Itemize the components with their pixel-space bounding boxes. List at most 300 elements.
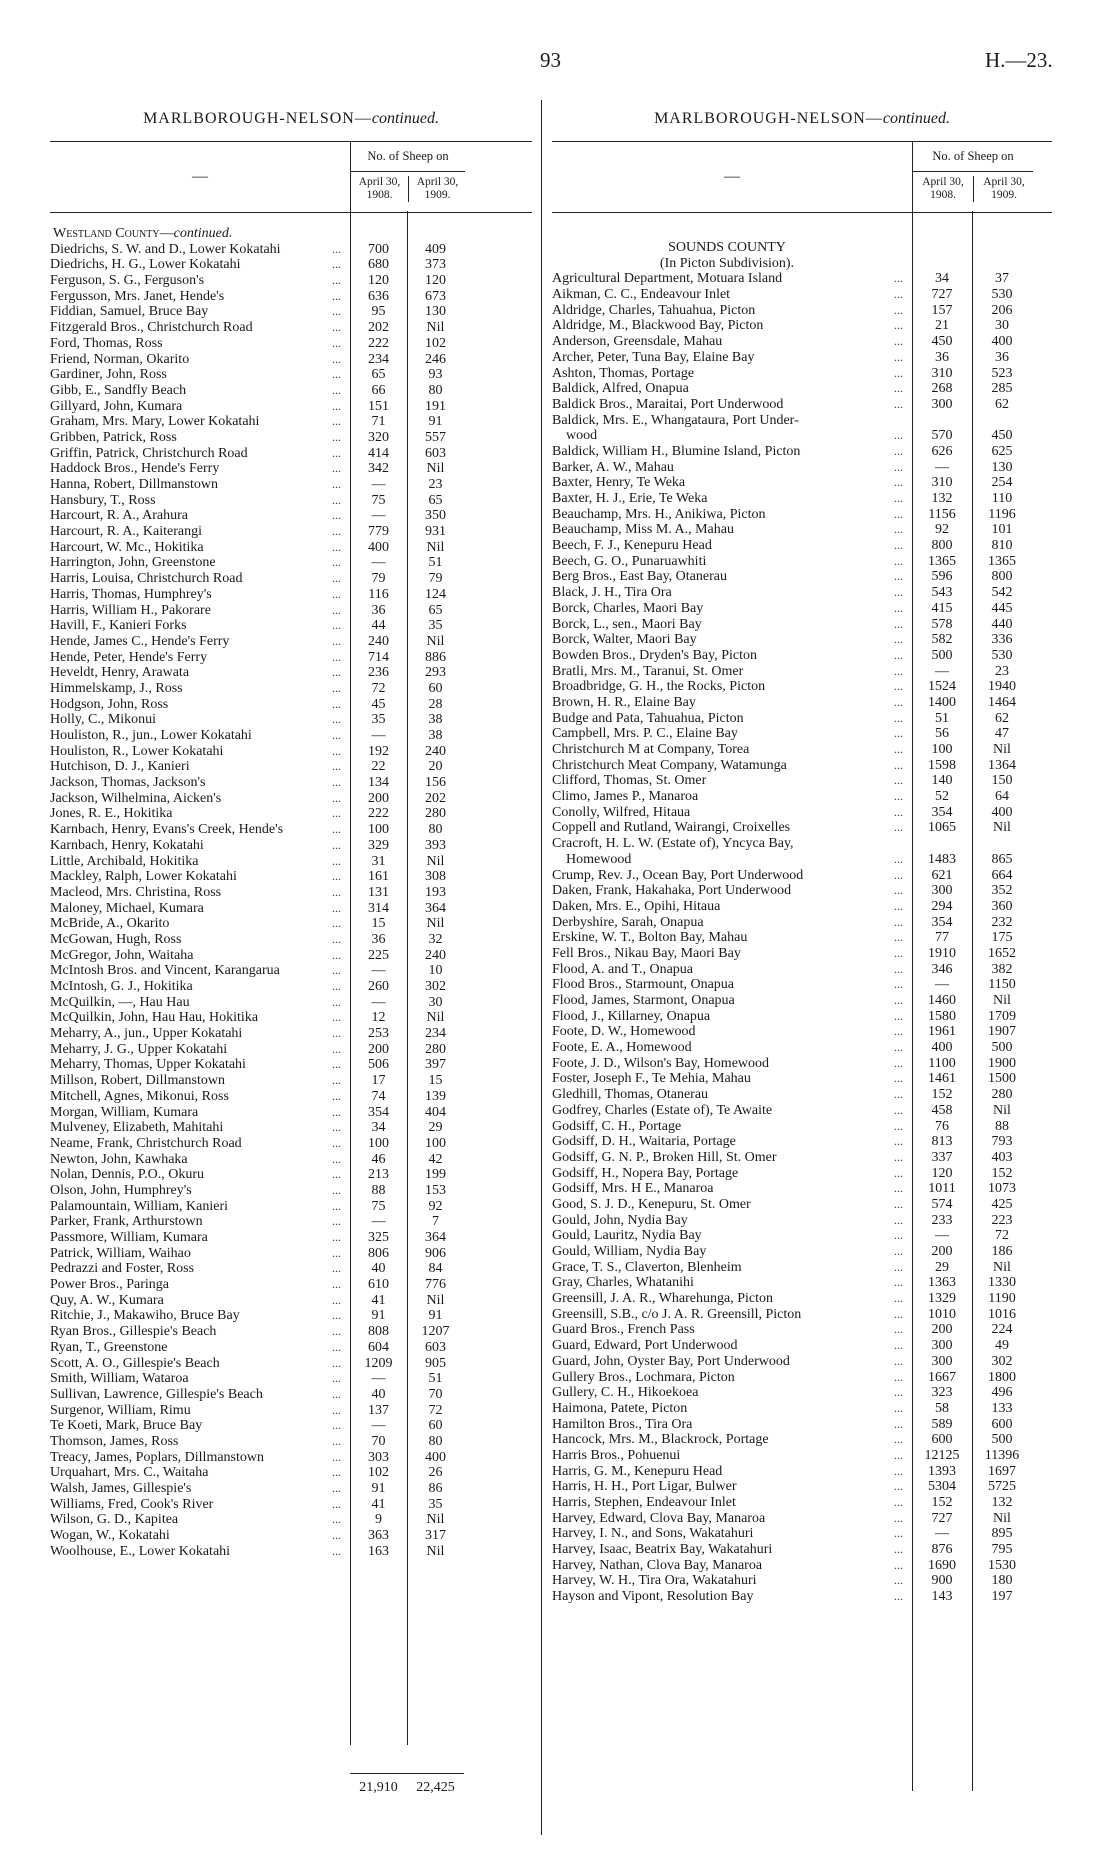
right-section-subtitle: (In Picton Subdivision). <box>659 255 795 271</box>
table-row <box>552 711 1052 727</box>
owner-name: Guard, John, Oyster Bay, Port Underwood <box>552 1353 790 1369</box>
sheep-1908-cell: 400 <box>931 1040 953 1056</box>
sheep-1908-cell: 225 <box>368 947 389 963</box>
table-row <box>50 1481 532 1497</box>
sheep-1908-cell: 1690 <box>928 1557 956 1573</box>
table-row <box>50 791 532 807</box>
table-row <box>552 491 1052 507</box>
sheep-1909-cell: 234 <box>425 1026 446 1042</box>
sheep-1909-cell: 102 <box>425 335 446 351</box>
leader-dots: ... <box>332 539 341 554</box>
leader-dots: ... <box>894 1573 903 1588</box>
sheep-1908-cell: 1961 <box>928 1024 956 1040</box>
owner-name: Scott, A. O., Gillespie's Beach <box>50 1355 220 1371</box>
sheep-1909-cell: 175 <box>991 930 1013 946</box>
sheep-1909-cell: 91 <box>428 1308 443 1324</box>
leader-dots: ... <box>894 1275 903 1290</box>
leader-dots: ... <box>332 1386 341 1401</box>
leader-dots: ... <box>894 1196 903 1211</box>
sheep-1909-cell: 293 <box>425 665 446 681</box>
table-row <box>50 1010 532 1026</box>
leader-dots: ... <box>332 1528 341 1543</box>
owner-name: Budge and Pata, Tahuahua, Picton <box>552 710 744 726</box>
sheep-1908-cell: 610 <box>368 1277 389 1293</box>
leader-dots: ... <box>332 900 341 915</box>
leader-dots: ... <box>332 571 341 586</box>
sheep-1909-cell: 60 <box>428 680 443 696</box>
table-row <box>552 366 1052 382</box>
leader-dots: ... <box>894 679 903 694</box>
owner-name: Derbyshire, Sarah, Onapua <box>552 914 704 930</box>
sheep-1908-cell: 543 <box>931 585 953 601</box>
leader-dots: ... <box>332 382 341 397</box>
leader-dots: ... <box>894 1055 903 1070</box>
leader-dots: ... <box>332 508 341 523</box>
sheep-1909-cell: 206 <box>991 302 1013 318</box>
owner-name: Hende, Peter, Hende's Ferry <box>50 649 208 665</box>
sheep-1909-cell: 42 <box>428 1151 443 1167</box>
leader-dots: ... <box>332 1418 341 1433</box>
sheep-1908-cell: 310 <box>931 475 953 491</box>
table-row <box>552 569 1052 585</box>
sheep-1909-cell: 86 <box>428 1481 443 1497</box>
owner-name: Barker, A. W., Mahau <box>552 459 674 475</box>
right-header-dash: — <box>724 168 740 185</box>
sheep-1909-cell: 65 <box>428 492 443 508</box>
sheep-1909-cell: 100 <box>425 1135 446 1151</box>
sheep-1908-cell: 200 <box>931 1322 953 1338</box>
leader-dots: ... <box>332 241 341 256</box>
leader-dots: ... <box>894 1071 903 1086</box>
sheep-1909-cell: 500 <box>991 1432 1013 1448</box>
table-row <box>552 1024 1052 1040</box>
sheep-1908-cell: 31 <box>371 853 386 869</box>
leader-dots: ... <box>332 649 341 664</box>
owner-name: Godsiff, C. H., Portage <box>552 1118 682 1134</box>
leader-dots: ... <box>894 381 903 396</box>
leader-dots: ... <box>332 335 341 350</box>
sheep-1908-cell: 9 <box>375 1512 382 1528</box>
owner-name: Morgan, William, Kumara <box>50 1104 199 1120</box>
leader-dots: ... <box>894 1212 903 1227</box>
table-row <box>50 320 532 336</box>
sheep-1909-cell: 80 <box>428 822 443 838</box>
owner-name: Baxter, H. J., Erie, Te Weka <box>552 491 708 507</box>
leader-dots: ... <box>894 538 903 553</box>
leader-dots: ... <box>894 318 903 333</box>
sheep-1909-cell: 523 <box>991 365 1013 381</box>
table-row <box>50 744 532 760</box>
sheep-1909-cell: 224 <box>991 1322 1013 1338</box>
table-row <box>50 367 532 383</box>
sheep-1909-cell: 500 <box>991 1040 1013 1056</box>
sheep-1908-cell: 36 <box>371 931 386 947</box>
sheep-1908-cell: 1365 <box>928 553 956 569</box>
owner-name: Guard, Edward, Port Underwood <box>552 1338 738 1354</box>
sheep-1908-cell: — <box>371 1371 386 1387</box>
sheep-1909-cell: 1500 <box>988 1071 1016 1087</box>
sheep-1908-cell: 36 <box>371 602 386 618</box>
sheep-1909-cell: 254 <box>991 475 1013 491</box>
sheep-1908-cell: 1524 <box>928 679 956 695</box>
sheep-1909-cell: 133 <box>991 1400 1013 1416</box>
sheep-1908-cell: 65 <box>371 367 386 383</box>
owner-name: Mulveney, Elizabeth, Mahitahi <box>50 1120 224 1136</box>
owner-name: Beech, F. J., Kenepuru Head <box>552 538 712 554</box>
sheep-1908-cell: 1011 <box>928 1181 956 1197</box>
table-row <box>552 1087 1052 1103</box>
table-row <box>50 1089 532 1105</box>
sheep-1908-cell: — <box>935 1526 949 1542</box>
sheep-1908-cell: 800 <box>931 538 953 554</box>
right-title-main: MARLBOROUGH-NELSON— <box>654 110 883 127</box>
owner-name: McIntosh Bros. and Vincent, Karangarua <box>50 963 280 979</box>
sheep-1908-cell: 40 <box>371 1261 386 1277</box>
leader-dots: ... <box>332 586 341 601</box>
owner-name: Borck, L., sen., Maori Bay <box>552 616 702 632</box>
sheep-1908-cell: 415 <box>931 600 953 616</box>
table-row <box>552 820 1052 836</box>
sheep-1909-cell: 800 <box>991 569 1013 585</box>
sheep-1909-cell: 1196 <box>988 506 1016 522</box>
table-row <box>552 977 1052 993</box>
sheep-1909-cell: Nil <box>426 539 445 555</box>
sheep-1908-cell: 1483 <box>928 851 956 867</box>
table-row <box>552 475 1052 491</box>
owner-name: Newton, John, Kawhaka <box>50 1151 188 1167</box>
table-row <box>552 1589 1052 1605</box>
table-row <box>552 1338 1052 1354</box>
sheep-1909-cell: 30 <box>428 994 443 1010</box>
sheep-1908-cell: 779 <box>368 524 389 540</box>
sheep-1909-cell: 152 <box>991 1165 1013 1181</box>
table-row <box>50 508 532 524</box>
owner-name: Harvey, I. N., and Sons, Wakatahuri <box>552 1526 754 1542</box>
sheep-1908-cell: 582 <box>931 632 953 648</box>
sheep-1909-cell: 191 <box>425 398 446 414</box>
table-row <box>50 854 532 870</box>
owner-name: Baldick, William H., Blumine Island, Picton <box>552 443 801 459</box>
sheep-1909-cell: 51 <box>428 555 443 571</box>
sheep-1909-cell: 38 <box>428 728 443 744</box>
sheep-1909-cell: 32 <box>428 931 443 947</box>
leader-dots: ... <box>332 1151 341 1166</box>
sheep-1908-cell: 1156 <box>928 506 956 522</box>
table-row <box>50 822 532 838</box>
sheep-1908-cell: 222 <box>368 806 389 822</box>
sheep-1909-cell: 450 <box>991 428 1013 444</box>
owner-name: Sullivan, Lawrence, Gillespie's Beach <box>50 1386 263 1402</box>
sheep-1909-cell: 23 <box>428 477 443 493</box>
sheep-1908-cell: 140 <box>931 773 953 789</box>
sheep-1909-cell: 793 <box>991 1134 1013 1150</box>
sheep-1909-cell: 1900 <box>988 1055 1016 1071</box>
owner-name: Ford, Thomas, Ross <box>50 335 163 351</box>
sheep-1908-cell: 36 <box>935 349 949 365</box>
sheep-1908-cell: 41 <box>371 1496 386 1512</box>
sheep-1908-cell: 116 <box>368 586 389 602</box>
sheep-1908-cell: 22 <box>371 759 386 775</box>
sheep-1909-cell: 308 <box>425 869 446 885</box>
header-rule <box>351 171 465 172</box>
sheep-1908-cell: 1667 <box>928 1369 956 1385</box>
leader-dots: ... <box>332 680 341 695</box>
sheep-1909-cell: 445 <box>991 600 1013 616</box>
right-header-group-title: No. of Sheep on <box>932 149 1014 163</box>
leader-dots: ... <box>332 884 341 899</box>
owner-name: Flood Bros., Starmount, Onapua <box>552 977 734 993</box>
leader-dots: ... <box>332 524 341 539</box>
sheep-1909-cell: 35 <box>428 618 443 634</box>
owner-name: Gullery, C. H., Hikoekoea <box>552 1385 699 1401</box>
sheep-1908-cell: 15 <box>371 916 386 932</box>
sheep-1909-cell: 280 <box>425 1041 446 1057</box>
owner-name: Hayson and Vipont, Resolution Bay <box>552 1589 754 1605</box>
table-row <box>50 1277 532 1293</box>
sheep-1909-cell: 110 <box>991 491 1013 507</box>
owner-name: Beauchamp, Miss M. A., Mahau <box>552 522 734 538</box>
owner-name: Harris, William H., Pakorare <box>50 602 211 618</box>
table-row <box>50 304 532 320</box>
leader-dots: ... <box>332 1433 341 1448</box>
leader-dots: ... <box>894 1134 903 1149</box>
sheep-1909-cell: 1016 <box>988 1306 1016 1322</box>
sheep-1909-cell: 673 <box>425 288 446 304</box>
sheep-1908-cell: 500 <box>931 647 953 663</box>
sheep-1908-cell: 192 <box>368 743 389 759</box>
sheep-1908-cell: 310 <box>931 365 953 381</box>
sheep-1908-cell: 253 <box>368 1026 389 1042</box>
sheep-1909-cell: 80 <box>428 382 443 398</box>
table-row <box>552 1119 1052 1135</box>
sheep-1908-cell: — <box>371 994 386 1010</box>
owner-name: McIntosh, G. J., Hokitika <box>50 979 193 995</box>
table-row <box>50 634 532 650</box>
right-column-title <box>552 110 1052 128</box>
sheep-1908-cell: 808 <box>368 1324 389 1340</box>
sheep-1908-cell: 1400 <box>928 694 956 710</box>
leader-dots: ... <box>894 1479 903 1494</box>
sheep-1908-cell: 34 <box>371 1120 386 1136</box>
sheep-1909-cell: 1207 <box>421 1324 450 1340</box>
table-row <box>552 664 1052 680</box>
leader-dots: ... <box>894 1463 903 1478</box>
sheep-1908-cell: 71 <box>371 414 386 430</box>
table-row <box>552 773 1052 789</box>
owner-name: Haimona, Patete, Picton <box>552 1400 688 1416</box>
sheep-1908-cell: — <box>935 663 949 679</box>
owner-name: Harcourt, R. A., Arahura <box>50 508 189 524</box>
sheep-1909-cell: 530 <box>991 647 1013 663</box>
table-row <box>50 697 532 713</box>
sheep-1908-cell: 91 <box>371 1481 386 1497</box>
sheep-1908-cell: 40 <box>371 1386 386 1402</box>
sheep-1908-cell: 1010 <box>928 1306 956 1322</box>
sheep-1909-cell: Nil <box>993 820 1011 836</box>
table-row <box>50 838 532 854</box>
leader-dots: ... <box>894 1259 903 1274</box>
leader-dots: ... <box>894 820 903 835</box>
sheep-1908-cell: 120 <box>931 1165 953 1181</box>
leader-dots: ... <box>332 806 341 821</box>
sheep-1908-cell: 151 <box>368 398 389 414</box>
owner-name: Little, Archibald, Hokitika <box>50 853 199 869</box>
table-row <box>50 1528 532 1544</box>
owner-name: Ashton, Thomas, Portage <box>552 365 695 381</box>
leader-dots: ... <box>894 443 903 458</box>
table-row <box>50 1371 532 1387</box>
table-row <box>552 334 1052 350</box>
sheep-1909-cell: 600 <box>991 1416 1013 1432</box>
owner-name: Foote, D. W., Homewood <box>552 1024 696 1040</box>
table-row <box>552 287 1052 303</box>
sheep-1908-cell: 414 <box>368 445 389 461</box>
table-row <box>50 1544 532 1560</box>
owner-name: wood <box>566 428 598 444</box>
sheep-1909-cell: 60 <box>428 1418 443 1434</box>
owner-name: Gould, John, Nydia Bay <box>552 1212 688 1228</box>
owner-name: Gardiner, John, Ross <box>50 367 167 383</box>
right-section-title: SOUNDS COUNTY <box>668 240 786 255</box>
owner-name: Homewood <box>566 851 632 867</box>
owner-name: Daken, Mrs. E., Opihi, Hitaua <box>552 898 721 914</box>
leader-dots: ... <box>894 694 903 709</box>
sheep-1909-cell: 350 <box>425 508 446 524</box>
sheep-1908-cell: — <box>371 477 386 493</box>
leader-dots: ... <box>332 1402 341 1417</box>
table-row <box>50 571 532 587</box>
leader-dots: ... <box>332 1339 341 1354</box>
table-row <box>50 650 532 666</box>
table-row <box>552 1197 1052 1213</box>
owner-name: Christchurch M at Company, Torea <box>552 742 750 758</box>
owner-name: Karnbach, Henry, Evans's Creek, Hende's <box>50 822 284 838</box>
sheep-1908-cell: 268 <box>931 381 953 397</box>
sheep-1908-cell: — <box>371 555 386 571</box>
sheep-1908-cell: — <box>935 459 949 475</box>
leader-dots: ... <box>894 647 903 662</box>
leader-dots: ... <box>332 429 341 444</box>
leader-dots: ... <box>332 1292 341 1307</box>
table-row <box>552 413 1052 429</box>
sheep-1909-cell: 7 <box>432 1214 439 1230</box>
page-number: 93 <box>540 48 561 72</box>
sheep-1909-cell: 393 <box>425 837 446 853</box>
owner-name: Graham, Mrs. Mary, Lower Kokatahi <box>50 414 260 430</box>
sheep-1908-cell: 100 <box>931 742 953 758</box>
owner-name: Hodgson, John, Ross <box>50 696 169 712</box>
sheep-1908-cell: 714 <box>368 649 389 665</box>
table-row <box>552 1166 1052 1182</box>
leader-dots: ... <box>332 916 341 931</box>
leader-dots: ... <box>894 914 903 929</box>
sheep-1908-cell: 354 <box>931 804 953 820</box>
sheep-1909-cell: 49 <box>995 1338 1009 1354</box>
leader-dots: ... <box>894 1087 903 1102</box>
table-row <box>50 555 532 571</box>
leader-dots: ... <box>332 743 341 758</box>
left-header-col-1908: April 30, 1908. <box>358 176 401 201</box>
sheep-1908-cell: 400 <box>368 539 389 555</box>
table-row <box>552 1056 1052 1072</box>
owner-name: Harvey, W. H., Tira Ora, Wakatahuri <box>552 1573 757 1589</box>
sheep-1909-cell: 79 <box>428 571 443 587</box>
owner-name: Jones, R. E., Hokitika <box>50 806 173 822</box>
sheep-1909-cell: 404 <box>425 1104 446 1120</box>
owner-name: Cracroft, H. L. W. (Estate of), Yncyca Bay, <box>552 836 794 852</box>
left-total-1908: 21,910 <box>359 1780 398 1795</box>
leader-dots: ... <box>894 1447 903 1462</box>
table-row <box>552 899 1052 915</box>
table-row <box>50 242 532 258</box>
table-row <box>552 303 1052 319</box>
leader-dots: ... <box>894 993 903 1008</box>
table-row <box>50 1387 532 1403</box>
sheep-1909-cell: 124 <box>425 586 446 602</box>
sheep-1909-cell: 302 <box>425 979 446 995</box>
owner-name: Holly, C., Mikonui <box>50 712 157 728</box>
sheep-1908-cell: 46 <box>371 1151 386 1167</box>
owner-name: Anderson, Greensdale, Mahau <box>552 334 723 350</box>
table-row <box>50 1105 532 1121</box>
table-row <box>552 350 1052 366</box>
sheep-1908-cell: 152 <box>931 1087 953 1103</box>
sheep-1909-cell: 397 <box>425 1057 446 1073</box>
sheep-1909-cell: 895 <box>991 1526 1013 1542</box>
sheep-1909-cell: 62 <box>995 710 1009 726</box>
owner-name: Gullery Bros., Lochmara, Picton <box>552 1369 735 1385</box>
owner-name: McGregor, John, Waitaha <box>50 947 194 963</box>
sheep-1909-cell: 530 <box>991 287 1013 303</box>
owner-name: Ryan, T., Greenstone <box>50 1339 168 1355</box>
owner-name: Daken, Frank, Hakahaka, Port Underwood <box>552 883 792 899</box>
owner-name: Harris, Stephen, Endeavour Inlet <box>552 1495 736 1511</box>
sheep-1909-cell: 865 <box>991 851 1013 867</box>
right-header-col-1908: April 30, 1908. <box>922 176 964 201</box>
owner-name: Surgenor, William, Rimu <box>50 1402 191 1418</box>
owner-name: Harris, Louisa, Christchurch Road <box>50 571 243 587</box>
sheep-1908-cell: 76 <box>935 1118 949 1134</box>
table-row <box>552 868 1052 884</box>
table-row <box>50 383 532 399</box>
leader-dots: ... <box>894 1385 903 1400</box>
owner-name: Havill, F., Kanieri Forks <box>50 618 187 634</box>
sheep-1909-cell: 88 <box>995 1118 1009 1134</box>
leader-dots: ... <box>894 930 903 945</box>
table-row <box>50 1261 532 1277</box>
sheep-1909-cell: Nil <box>993 1102 1011 1118</box>
sheep-1908-cell: 1461 <box>928 1071 956 1087</box>
leader-dots: ... <box>894 663 903 678</box>
sheep-1909-cell: 62 <box>995 396 1009 412</box>
sheep-1908-cell: 77 <box>935 930 949 946</box>
owner-name: Gray, Charles, Whatanihi <box>552 1275 694 1291</box>
sheep-1909-cell: 440 <box>991 616 1013 632</box>
sheep-1909-cell: 26 <box>428 1465 443 1481</box>
owner-name: Borck, Walter, Maori Bay <box>552 632 697 648</box>
sheep-1908-cell: 300 <box>931 1338 953 1354</box>
leader-dots: ... <box>332 633 341 648</box>
sheep-1908-cell: 458 <box>931 1102 953 1118</box>
leader-dots: ... <box>894 726 903 741</box>
owner-name: Harris Bros., Pohuenui <box>552 1447 681 1463</box>
sheep-1909-cell: 285 <box>991 381 1013 397</box>
sheep-1909-cell: 29 <box>428 1120 443 1136</box>
table-row <box>50 430 532 446</box>
right-table-header <box>552 141 1052 213</box>
sheep-1909-cell: Nil <box>426 853 445 869</box>
table-row <box>50 963 532 979</box>
